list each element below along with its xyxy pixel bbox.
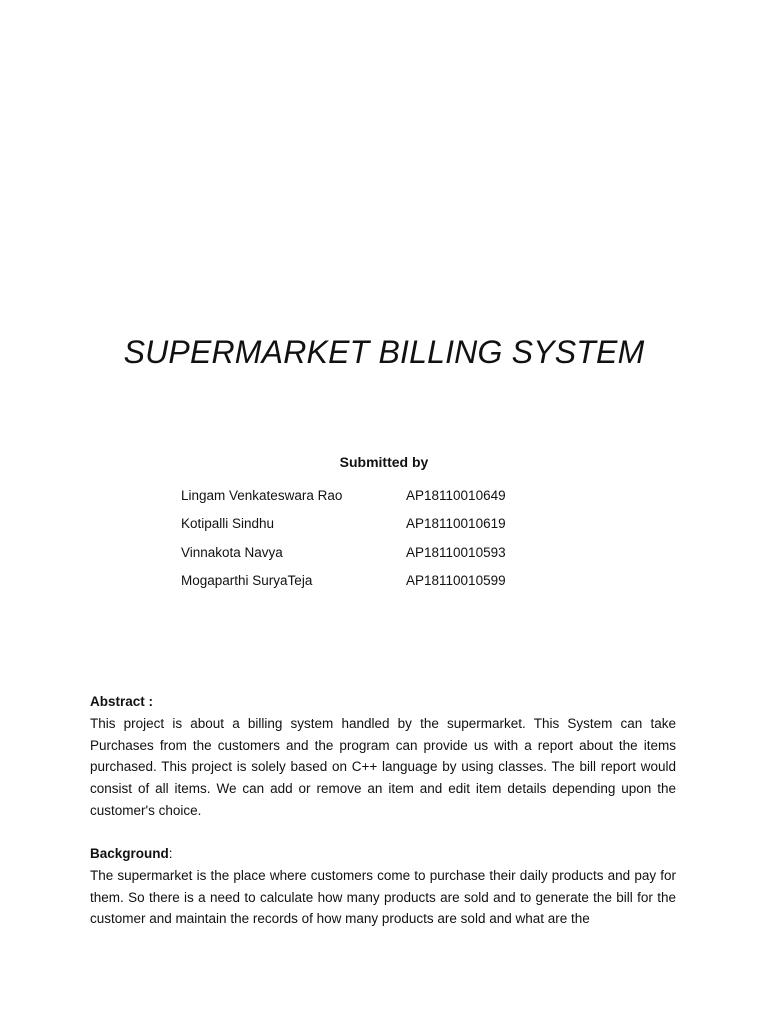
background-heading: Background	[90, 846, 169, 861]
member-name: Mogaparthi SuryaTeja	[181, 572, 313, 588]
member-row	[181, 488, 601, 516]
member-row	[181, 545, 601, 573]
member-id: AP18110010649	[406, 488, 506, 503]
background-body: The supermarket is the place where customers come to purchase their daily products and pay for them. So there is a need to calculate how many products are sold and to generate the bill for the customer and maintain the records of how many products are sold and what are the	[90, 867, 676, 927]
member-name: Kotipalli Sindhu	[181, 516, 275, 532]
member-id: AP18110010593	[406, 544, 506, 560]
member-name: Lingam Venkateswara Rao	[181, 488, 343, 503]
member-row	[181, 573, 601, 601]
background-section	[90, 843, 676, 930]
abstract-section	[90, 691, 676, 822]
document-title: SUPERMARKET BILLING SYSTEM	[123, 334, 645, 370]
background-heading-line	[90, 843, 676, 865]
member-row	[181, 516, 601, 544]
member-id: AP18110010619	[406, 516, 506, 532]
member-id: AP18110010599	[406, 572, 506, 588]
abstract-body: This project is about a billing system handled by the supermarket. This System can take Purchases from the customers and the program can provide us with a report about the items purchased. This project is solely based on C++ language by using classes. The bill report would consist of all items. We can add or remove an item and edit item details depending upon the customer's choice.	[90, 715, 676, 818]
abstract-heading: Abstract :	[90, 694, 154, 709]
background-heading-colon: :	[168, 846, 173, 861]
submitted-by-label: Submitted by	[339, 454, 429, 470]
member-name: Vinnakota Navya	[181, 544, 283, 560]
member-list	[181, 488, 601, 601]
